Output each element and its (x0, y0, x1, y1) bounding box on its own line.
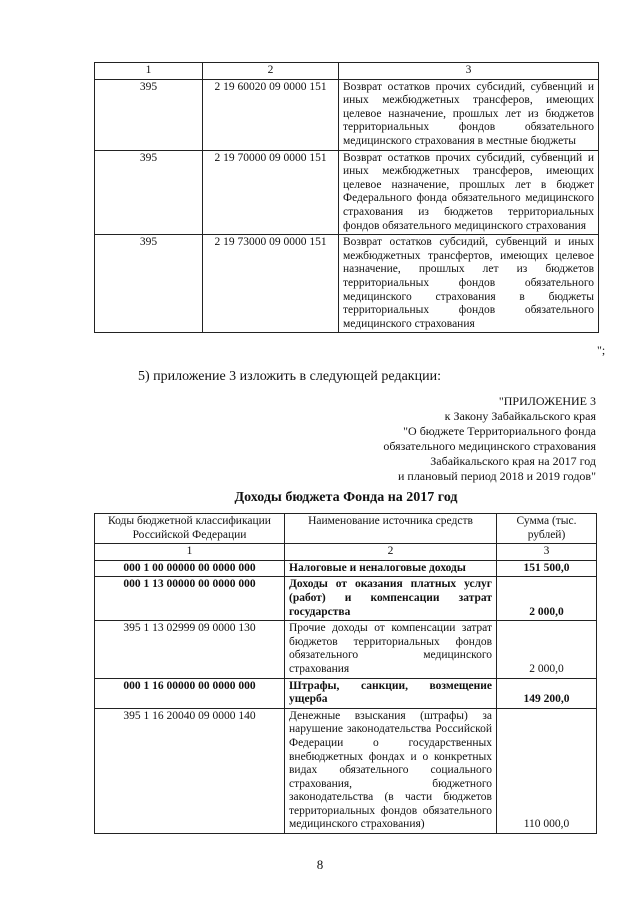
appendix-header (330, 394, 596, 484)
appendix-line: и плановый период 2018 и 2019 годов" (397, 469, 596, 483)
admin-code: 395 (95, 235, 203, 333)
row-name: Прочие доходы от компенсации затрат бюджетов территориальных фондов обязательного медицинского страхования (285, 621, 497, 678)
header-sum: Сумма (тыс. рублей) (497, 514, 597, 544)
column-number-2: 2 (285, 544, 497, 561)
revenue-table (94, 513, 597, 834)
row-sum: 149 200,0 (497, 678, 597, 708)
row-description: Возврат остатков прочих субсидий, субвенций и иных межбюджетных трансферов, имеющих целевое назначение, прошлых лет в бюджет Федерального фонда обязательного медицинского страхования из бюджетов территориальных фондов обязательного медицинского страхования (339, 150, 599, 235)
admin-code: 395 (95, 150, 203, 235)
budget-code: 2 19 70000 09 0000 151 (203, 150, 339, 235)
table-row (95, 708, 597, 833)
table-header-row (95, 63, 599, 80)
row-sum: 2 000,0 (497, 621, 597, 678)
document-title: Доходы бюджета Фонда на 2017 год (234, 490, 458, 505)
row-sum: 151 500,0 (497, 560, 597, 577)
row-code: 395 1 16 20040 09 0000 140 (95, 708, 285, 833)
row-code: 000 1 00 00000 00 0000 000 (95, 560, 285, 577)
row-description: Возврат остатков прочих субсидий, субвенций и иных межбюджетных трансферов, имеющих целевое назначение, прошлых лет из бюджетов территориальных фондов обязательного медицинского страхования в местные бюджеты (339, 79, 599, 150)
row-code: 000 1 16 00000 00 0000 000 (95, 678, 285, 708)
table-row (95, 150, 599, 235)
column-number-3: 3 (339, 63, 599, 80)
header-codes: Коды бюджетной классификации Российской Федерации (95, 514, 285, 544)
appendix-line: "ПРИЛОЖЕНИЕ 3 (498, 394, 596, 408)
column-number-row (95, 544, 597, 561)
appendix-line: к Закону Забайкальского края (444, 409, 596, 423)
table-row (95, 678, 597, 708)
closing-quote-mark: "; (597, 343, 606, 357)
column-number-1: 1 (95, 63, 203, 80)
budget-code: 2 19 73000 09 0000 151 (203, 235, 339, 333)
appendix-line: Забайкальского края на 2017 год (430, 454, 596, 468)
row-name: Денежные взыскания (штрафы) за нарушение законодательства Российской Федерации о государственных внебюджетных фондах и о конкретных видах обязательного социального страхования, бюджетного законодательства (в части бюджетов территориальных фондов обязательного медицинского страхования) (285, 708, 497, 833)
table-row (95, 79, 599, 150)
table-row (95, 235, 599, 333)
column-number-1: 1 (95, 544, 285, 561)
budget-code: 2 19 60020 09 0000 151 (203, 79, 339, 150)
table-row (95, 621, 597, 678)
row-code: 395 1 13 02999 09 0000 130 (95, 621, 285, 678)
table-row (95, 577, 597, 621)
row-name: Штрафы, санкции, возмещение ущерба (285, 678, 497, 708)
continuation-table (94, 62, 599, 333)
appendix-line: "О бюджете Территориального фонда (403, 424, 596, 438)
row-code: 000 1 13 00000 00 0000 000 (95, 577, 285, 621)
admin-code: 395 (95, 79, 203, 150)
row-sum: 110 000,0 (497, 708, 597, 833)
row-sum: 2 000,0 (497, 577, 597, 621)
table-row (95, 560, 597, 577)
header-name: Наименование источника средств (285, 514, 497, 544)
page-number: 8 (316, 857, 324, 872)
column-number-3: 3 (497, 544, 597, 561)
amendment-paragraph: 5) приложение 3 изложить в следующей редакции: (138, 369, 441, 384)
table-header-row (95, 514, 597, 544)
appendix-line: обязательного медицинского страхования (383, 439, 596, 453)
row-name: Доходы от оказания платных услуг (работ) и компенсации затрат государства (285, 577, 497, 621)
row-description: Возврат остатков субсидий, субвенций и иных межбюджетных трансфертов, имеющих целевое назначение, прошлых лет из бюджетов территориальных фондов обязательного медицинского страхования в бюджеты территориальных фондов обязательного медицинского страхования (339, 235, 599, 333)
row-name: Налоговые и неналоговые доходы (285, 560, 497, 577)
column-number-2: 2 (203, 63, 339, 80)
